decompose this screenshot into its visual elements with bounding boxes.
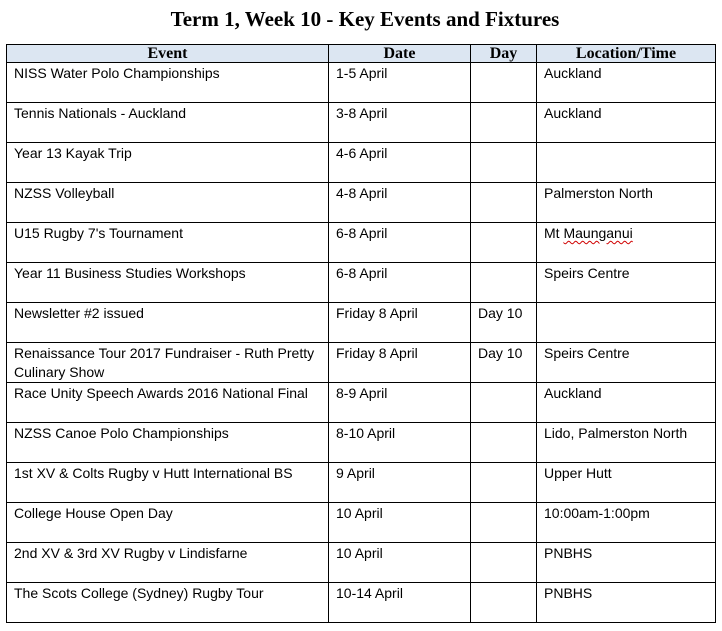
day-cell <box>471 103 537 143</box>
day-cell: Day 10 <box>471 303 537 343</box>
page-title: Term 1, Week 10 - Key Events and Fixtures <box>170 7 560 31</box>
events-table <box>6 44 716 623</box>
spellcheck-flagged-word: Maunganui <box>563 225 633 241</box>
header-date: Date <box>329 45 471 63</box>
location-cell: Auckland <box>537 63 716 103</box>
date-cell: 8-10 April <box>329 423 471 463</box>
table-row <box>7 263 716 303</box>
event-cell: Renaissance Tour 2017 Fundraiser - Ruth Pretty Culinary Show <box>7 343 329 383</box>
day-cell <box>471 63 537 103</box>
location-cell: Auckland <box>537 383 716 423</box>
date-cell: Friday 8 April <box>329 343 471 383</box>
event-cell: 2nd XV & 3rd XV Rugby v Lindisfarne <box>7 543 329 583</box>
day-cell <box>471 463 537 503</box>
location-cell: Lido, Palmerston North <box>537 423 716 463</box>
table-row <box>7 343 716 383</box>
event-cell: NZSS Volleyball <box>7 183 329 223</box>
day-cell <box>471 543 537 583</box>
location-text: Mt <box>544 225 564 241</box>
table-row <box>7 63 716 103</box>
date-cell: 10 April <box>329 503 471 543</box>
table-row <box>7 183 716 223</box>
day-cell <box>471 223 537 263</box>
event-cell: College House Open Day <box>7 503 329 543</box>
header-event: Event <box>7 45 329 63</box>
header-day: Day <box>471 45 537 63</box>
table-row <box>7 503 716 543</box>
location-cell <box>537 303 716 343</box>
location-cell: Auckland <box>537 103 716 143</box>
table-row <box>7 103 716 143</box>
date-cell: 6-8 April <box>329 263 471 303</box>
day-cell <box>471 263 537 303</box>
event-cell: Year 13 Kayak Trip <box>7 143 329 183</box>
location-cell: Palmerston North <box>537 183 716 223</box>
date-cell: 9 April <box>329 463 471 503</box>
day-cell <box>471 143 537 183</box>
location-cell: 10:00am-1:00pm <box>537 503 716 543</box>
date-cell: 1-5 April <box>329 63 471 103</box>
date-cell: 10-14 April <box>329 583 471 623</box>
table-row <box>7 583 716 623</box>
location-cell: PNBHS <box>537 543 716 583</box>
date-cell: 4-8 April <box>329 183 471 223</box>
event-cell: 1st XV & Colts Rugby v Hutt International BS <box>7 463 329 503</box>
event-cell: NISS Water Polo Championships <box>7 63 329 103</box>
event-cell: Newsletter #2 issued <box>7 303 329 343</box>
table-row <box>7 383 716 423</box>
day-cell <box>471 183 537 223</box>
location-cell: Speirs Centre <box>537 343 716 383</box>
event-cell: Race Unity Speech Awards 2016 National Final <box>7 383 329 423</box>
day-cell <box>471 503 537 543</box>
table-row <box>7 303 716 343</box>
day-cell: Day 10 <box>471 343 537 383</box>
date-cell: 6-8 April <box>329 223 471 263</box>
event-cell: The Scots College (Sydney) Rugby Tour <box>7 583 329 623</box>
table-row <box>7 143 716 183</box>
event-cell: Year 11 Business Studies Workshops <box>7 263 329 303</box>
location-cell: Speirs Centre <box>537 263 716 303</box>
date-cell: 3-8 April <box>329 103 471 143</box>
table-row <box>7 423 716 463</box>
date-cell: 8-9 April <box>329 383 471 423</box>
day-cell <box>471 583 537 623</box>
location-cell <box>537 223 716 263</box>
header-location: Location/Time <box>537 45 716 63</box>
day-cell <box>471 383 537 423</box>
table-row <box>7 223 716 263</box>
location-cell: Upper Hutt <box>537 463 716 503</box>
event-cell: Tennis Nationals - Auckland <box>7 103 329 143</box>
location-cell <box>537 143 716 183</box>
table-row <box>7 543 716 583</box>
event-cell: NZSS Canoe Polo Championships <box>7 423 329 463</box>
location-cell: PNBHS <box>537 583 716 623</box>
date-cell: Friday 8 April <box>329 303 471 343</box>
day-cell <box>471 423 537 463</box>
date-cell: 10 April <box>329 543 471 583</box>
date-cell: 4-6 April <box>329 143 471 183</box>
table-row <box>7 463 716 503</box>
table-header-row <box>7 45 716 63</box>
event-cell: U15 Rugby 7's Tournament <box>7 223 329 263</box>
